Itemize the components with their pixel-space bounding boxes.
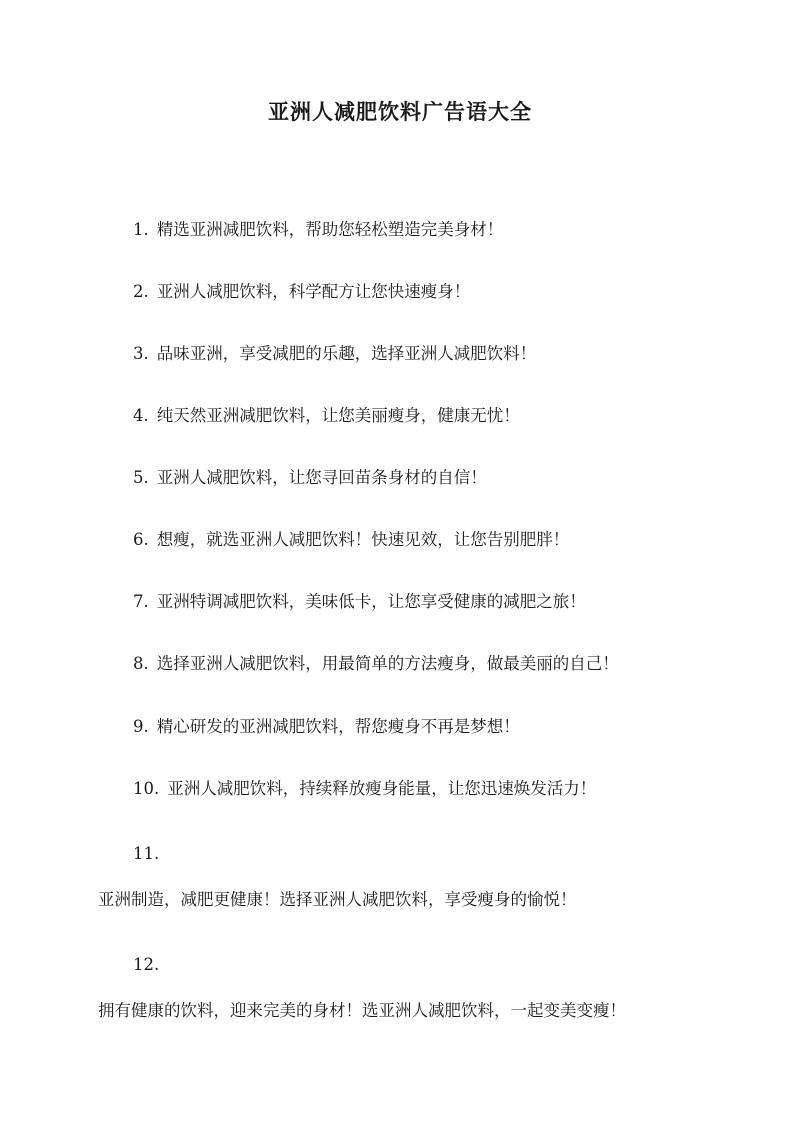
page-title: 亚洲人减肥饮料广告语大全 [268,99,532,124]
item-number: 8. [133,654,149,673]
list-item [133,529,569,551]
list-item [133,778,596,800]
list-item [133,467,487,489]
item-number: 11. [133,844,160,863]
list-item [133,219,503,241]
item-text: 品味亚洲，享受减肥的乐趣，选择亚洲人减肥饮料！ [156,344,537,363]
list-item [133,343,536,365]
item-number: 1. [133,220,149,239]
item-text: 精心研发的亚洲减肥饮料，帮您瘦身不再是梦想！ [156,717,520,736]
item-number: 6. [133,530,149,549]
list-item [133,281,470,303]
list-item [133,591,586,613]
item-text: 拥有健康的饮料，迎来完美的身材！选亚洲人减肥饮料，一起变美变瘦！ [98,1001,626,1020]
item-text: 纯天然亚洲减肥饮料，让您美丽瘦身，健康无忧！ [156,406,520,425]
item-text: 想瘦，就选亚洲人减肥饮料！快速见效，让您告别肥胖！ [156,530,570,549]
item-text: 亚洲制造，减肥更健康！选择亚洲人减肥饮料，享受瘦身的愉悦！ [98,890,577,909]
item-number: 2. [133,282,149,301]
item-number: 4. [133,406,149,425]
list-item [133,716,520,738]
item-text: 亚洲特调减肥饮料，美味低卡，让您享受健康的减肥之旅！ [156,592,586,611]
item-number: 7. [133,592,149,611]
item-number: 12. [133,955,160,974]
item-number: 9. [133,717,149,736]
item-text: 亚洲人减肥饮料，持续释放瘦身能量，让您迅速焕发活力！ [167,779,597,798]
item-text: 亚洲人减肥饮料，让您寻回苗条身材的自信！ [156,468,487,487]
item-number: 3. [133,344,149,363]
item-text: 亚洲人减肥饮料，科学配方让您快速瘦身！ [156,282,471,301]
item-number: 5. [133,468,149,487]
list-item [133,405,520,427]
list-item [133,653,619,675]
item-number: 10. [133,779,160,798]
item-text: 精选亚洲减肥饮料，帮助您轻松塑造完美身材！ [156,220,504,239]
item-text: 选择亚洲人减肥饮料，用最简单的方法瘦身，做最美丽的自己！ [156,654,619,673]
